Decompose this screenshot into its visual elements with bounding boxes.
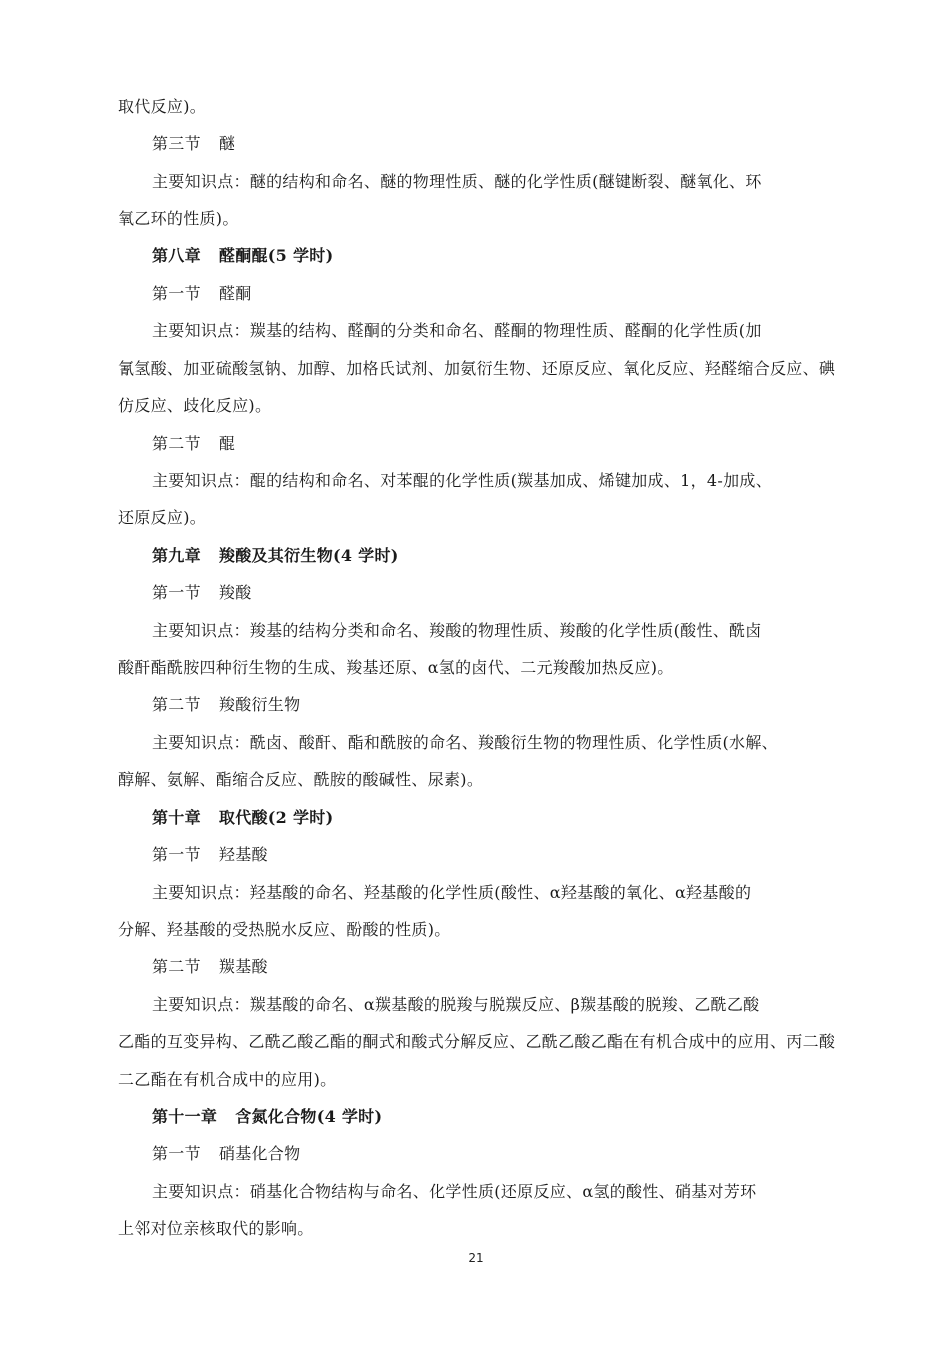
- paragraph-line: 还原反应)。: [118, 508, 207, 527]
- paragraph-line: 取代反应)。: [118, 97, 207, 116]
- paragraph-line: 二乙酯在有机合成中的应用)。: [118, 1070, 337, 1089]
- chapter-heading: 第九章 羧酸及其衍生物(4 学时): [152, 546, 399, 565]
- paragraph-line: 主要知识点：酰卤、酸酐、酯和酰胺的命名、羧酸衍生物的物理性质、化学性质(水解、: [152, 733, 778, 752]
- paragraph-line: 分解、羟基酸的受热脱水反应、酚酸的性质)。: [118, 920, 451, 939]
- section-title: 第二节 醌: [152, 434, 236, 453]
- section-title: 第二节 羰基酸: [152, 957, 268, 976]
- section-title: 第一节 醛酮: [152, 284, 252, 303]
- chapter-heading: 第八章 醛酮醌(5 学时): [152, 246, 334, 265]
- paragraph-line: 醇解、氨解、酯缩合反应、酰胺的酸碱性、尿素)。: [118, 770, 484, 789]
- section-title: 第二节 羧酸衍生物: [152, 695, 301, 714]
- section-title: 第一节 羟基酸: [152, 845, 268, 864]
- chapter-heading: 第十一章 含氮化合物(4 学时): [152, 1107, 383, 1126]
- chapter-heading: 第十章 取代酸(2 学时): [152, 808, 334, 827]
- paragraph-line: 主要知识点：羧基的结构分类和命名、羧酸的物理性质、羧酸的化学性质(酸性、酰卤: [152, 621, 762, 640]
- section-title: 第一节 羧酸: [152, 583, 252, 602]
- paragraph-line: 主要知识点：醌的结构和命名、对苯醌的化学性质(羰基加成、烯键加成、1，4-加成、: [152, 471, 773, 490]
- paragraph-line: 主要知识点：羰基酸的命名、α羰基酸的脱羧与脱羰反应、β羰基酸的脱羧、乙酰乙酸: [152, 995, 760, 1014]
- page-number: 21: [468, 1251, 484, 1265]
- paragraph-line: 氧乙环的性质)。: [118, 209, 239, 228]
- paragraph-line: 酸酐酯酰胺四种衍生物的生成、羧基还原、α氢的卤代、二元羧酸加热反应)。: [118, 658, 674, 677]
- paragraph-line: 主要知识点：羟基酸的命名、羟基酸的化学性质(酸性、α羟基酸的氧化、α羟基酸的: [152, 883, 752, 902]
- paragraph-line: 主要知识点：醚的结构和命名、醚的物理性质、醚的化学性质(醚键断裂、醚氧化、环: [152, 172, 762, 191]
- paragraph-line: 主要知识点：羰基的结构、醛酮的分类和命名、醛酮的物理性质、醛酮的化学性质(加: [152, 321, 762, 340]
- paragraph-line: 上邻对位亲核取代的影响。: [118, 1219, 314, 1238]
- paragraph-line: 氰氢酸、加亚硫酸氢钠、加醇、加格氏试剂、加氨衍生物、还原反应、氧化反应、羟醛缩合反应、碘: [118, 359, 836, 378]
- section-title: 第一节 硝基化合物: [152, 1144, 301, 1163]
- paragraph-line: 乙酯的互变异构、乙酰乙酸乙酯的酮式和酸式分解反应、乙酰乙酸乙酯在有机合成中的应用、丙二酸: [118, 1032, 836, 1051]
- section-title: 第三节 醚: [152, 134, 236, 153]
- paragraph-line: 主要知识点：硝基化合物结构与命名、化学性质(还原反应、α氢的酸性、硝基对芳环: [152, 1182, 757, 1201]
- paragraph-line: 仿反应、歧化反应)。: [118, 396, 272, 415]
